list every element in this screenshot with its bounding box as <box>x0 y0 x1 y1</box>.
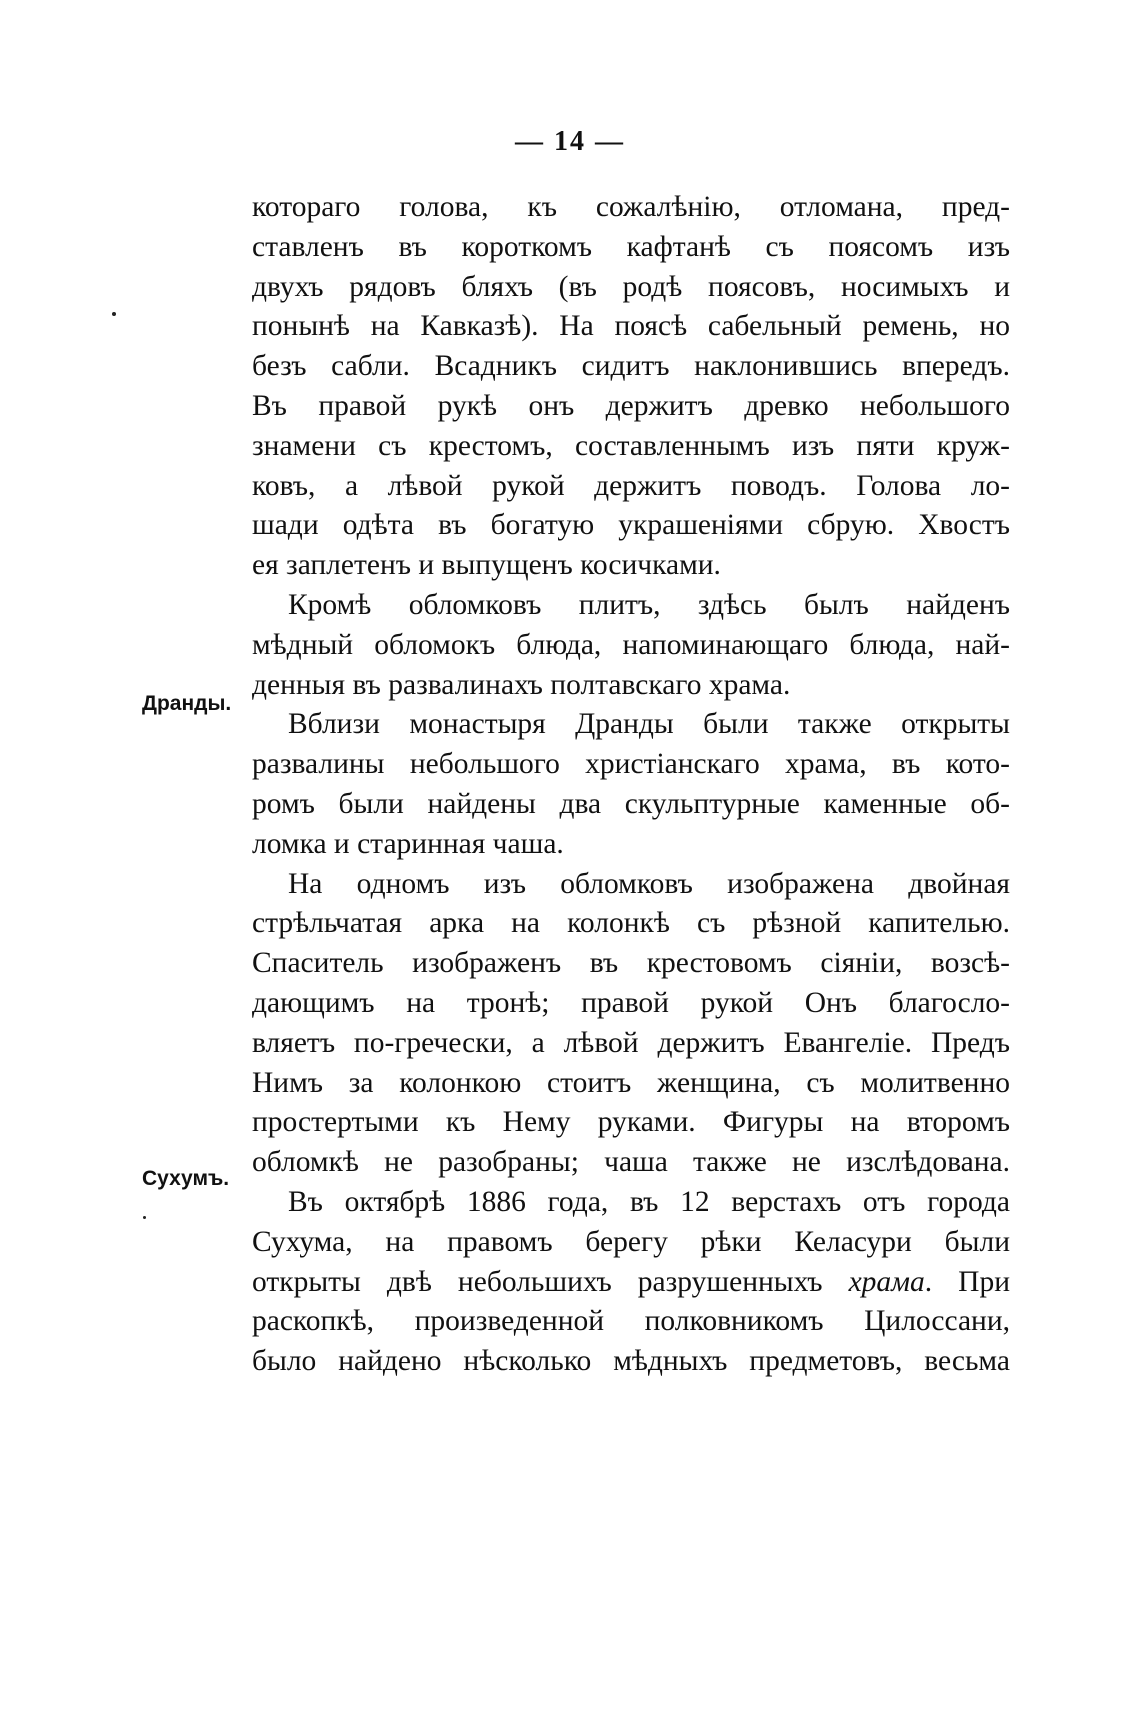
text-line: обломкѣ не разобраны; чаша также не изслѣдована. <box>252 1146 1010 1179</box>
text-run: . При <box>924 1265 1011 1298</box>
text-line: безъ сабли. Всадникъ сидитъ наклонившись впередъ. <box>252 350 1010 383</box>
text-line: ломка и старинная чаша. <box>252 827 564 860</box>
text-line: денныя въ развалинахъ полтавскаго храма. <box>252 668 791 701</box>
text-line: Вблизи монастыря Дранды были также открыты <box>288 708 1010 741</box>
text-line: Въ правой рукѣ онъ держитъ древко небольшого <box>252 389 1010 422</box>
italic-word: храма <box>848 1265 925 1298</box>
body-text <box>252 188 1010 1382</box>
text-line: Въ октябрѣ 1886 года, въ 12 верстахъ отъ города <box>288 1185 1010 1218</box>
text-line <box>252 1263 1010 1303</box>
margin-note-drandy: Дранды. <box>142 692 232 715</box>
text-line: раскопкѣ, произведенной полковникомъ Цилоссани, <box>252 1305 1010 1338</box>
text-line: знамени съ крестомъ, составленнымъ изъ пяти круж- <box>252 429 1010 462</box>
text-line: ея заплетенъ и выпущенъ косичками. <box>252 549 721 582</box>
text-line: понынѣ на Кавказѣ). На поясѣ сабельный ремень, но <box>252 310 1010 343</box>
paper-speck <box>112 312 116 316</box>
text-line: котораго голова, къ сожалѣнію, отломана, пред- <box>252 191 1010 223</box>
text-line: На одномъ изъ обломковъ изображена двойная <box>288 867 1010 900</box>
text-line: Спаситель изображенъ въ крестовомъ сіяніи, возсѣ- <box>252 947 1010 980</box>
text-line: мѣдный обломокъ блюда, напоминающаго блюда, най- <box>252 628 1010 661</box>
text-line: шади одѣта въ богатую украшеніями сбрую. Хвостъ <box>252 509 1010 542</box>
text-line: ромъ были найдены два скульптурные каменные об- <box>252 787 1010 820</box>
margin-note-sukhum: Сухумъ. <box>142 1167 230 1190</box>
text-line: вляетъ по-гречески, а лѣвой держитъ Евангеліе. Предъ <box>252 1026 1010 1059</box>
paper-speck <box>143 1216 146 1219</box>
text-line: было найдено нѣсколько мѣдныхъ предметовъ, весьма <box>252 1345 1010 1378</box>
text-line: Нимъ за колонкою стоитъ женщина, съ молитвенно <box>252 1066 1010 1099</box>
text-run: открыты двѣ небольшихъ разрушенныхъ <box>252 1265 823 1298</box>
text-line: Кромѣ обломковъ плитъ, здѣсь былъ найденъ <box>288 588 1010 621</box>
text-line: дающимъ на тронѣ; правой рукой Онъ благосло- <box>252 986 1010 1019</box>
text-line: ставленъ въ короткомъ кафтанѣ съ поясомъ изъ <box>252 230 1010 263</box>
text-line: стрѣльчатая арка на колонкѣ съ рѣзной капителью. <box>252 907 1010 940</box>
text-line: Сухума, на правомъ берегу рѣки Келасури были <box>252 1225 1010 1258</box>
text-line: простертыми къ Нему руками. Фигуры на второмъ <box>252 1106 1010 1139</box>
text-line: ковъ, а лѣвой рукой держитъ поводъ. Голова ло- <box>252 469 1010 502</box>
text-line: развалины небольшого христіанскаго храма, въ кото- <box>252 748 1010 781</box>
text-line: двухъ рядовъ бляхъ (въ родѣ поясовъ, носимыхъ и <box>252 270 1010 303</box>
page-number: — 14 — <box>515 126 625 157</box>
